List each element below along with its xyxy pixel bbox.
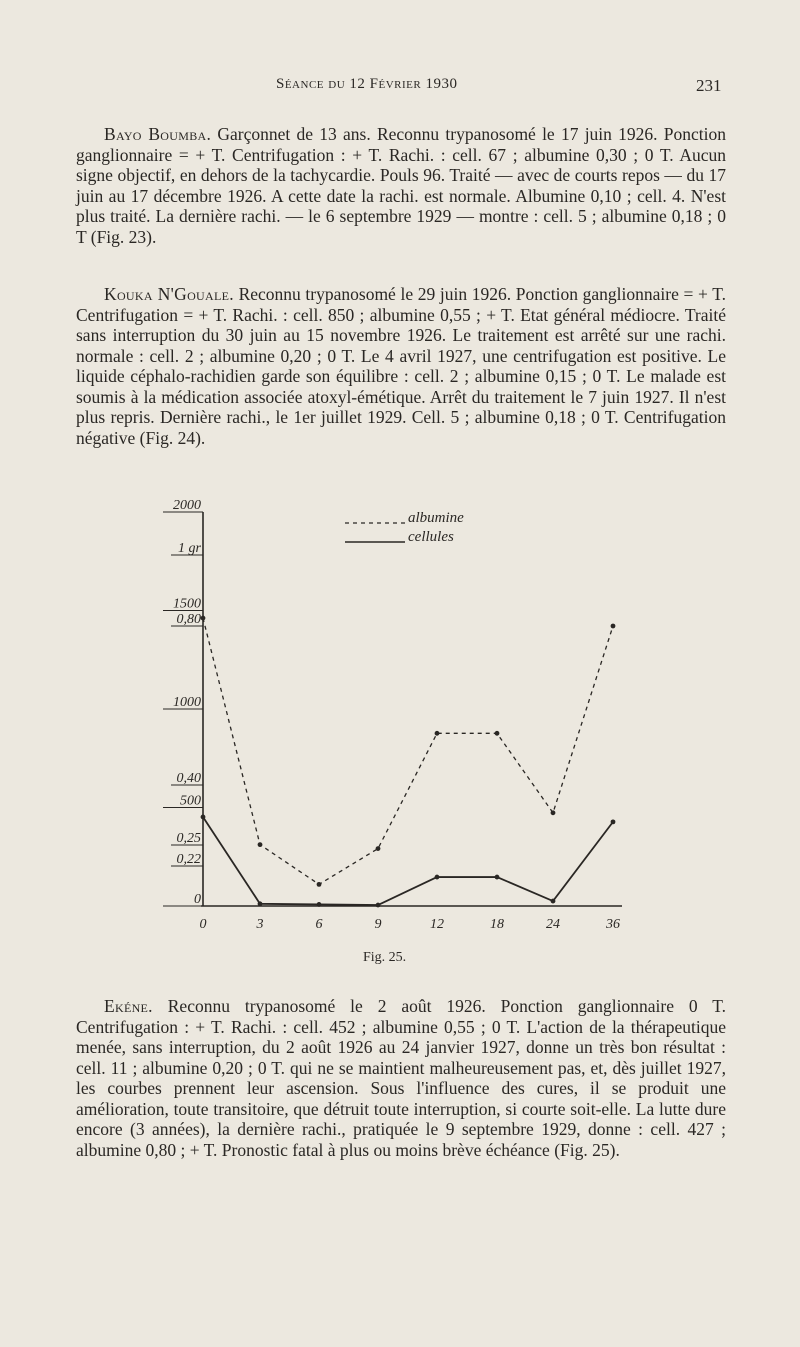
- data-point-cellules: [435, 875, 440, 880]
- page-number: 231: [696, 76, 722, 95]
- y-tick-label-albumine: 0,40: [176, 771, 201, 786]
- data-point-albumine: [495, 731, 500, 736]
- figure-caption: Fig. 25.: [363, 950, 407, 965]
- paragraph-kouka-ngouale: [76, 284, 726, 448]
- x-tick-label: 12: [430, 917, 444, 932]
- x-tick-label: 3: [256, 917, 264, 932]
- chart-axes: [201, 512, 622, 906]
- paragraph-bayo-boumba: [76, 124, 726, 247]
- data-point-cellules: [317, 902, 322, 907]
- legend-label-cellules: cellules: [408, 529, 454, 545]
- y-tick-label-albumine: 0,25: [176, 831, 201, 846]
- chart-series: [201, 616, 616, 908]
- legend-label-albumine: albumine: [408, 510, 464, 526]
- chart-ticks: [163, 498, 620, 932]
- page-header: [0, 76, 800, 102]
- y-tick-label-albumine: 1 gr: [178, 541, 201, 556]
- data-point-cellules: [551, 899, 556, 904]
- data-point-albumine: [551, 810, 556, 815]
- chart-legend: [345, 510, 464, 545]
- y-tick-label-albumine: 0,80: [176, 612, 201, 627]
- patient-name: Bayo Boumba.: [104, 124, 212, 144]
- data-point-albumine: [317, 882, 322, 887]
- y-tick-label-cells: 1000: [173, 695, 201, 710]
- y-tick-label-cells: 2000: [173, 498, 201, 513]
- data-point-albumine: [435, 731, 440, 736]
- paragraph-text: Reconnu trypanosomé le 29 juin 1926. Ponction ganglionnaire = + T. Centrifugation = + T. Rachi. : cell. 850 ; albumine 0,55 ; + T. Etat général médiocre. Traité sans interruption du 30 juin au 15 novembre 1926. Le traitement est arrêté sur une rachi. normale : cell. 2 ; albumine 0,20 ; 0 T. Le 4 avril 1927, une centrifugation est positive. Le liquide céphalo-rachidien garde son équilibre : cell. 2 ; albumine 0,15 ; 0 T. Le malade est soumis à la médication associée atoxyl-émétique. Arrêt du traitement le 7 juin 1927. Il n'est plus repris. Dernière rachi., le 1er juillet 1929. Cell. 5 ; albumine 0,18 ; 0 T. Centrifugation négative (Fig. 24).: [76, 284, 727, 448]
- patient-name: Ekéne.: [104, 996, 153, 1016]
- paragraph-ekene: [76, 996, 726, 1160]
- figure-25-chart: [140, 495, 640, 975]
- y-tick-label-cells: 0: [194, 892, 201, 907]
- series-line-albumine: [203, 618, 613, 884]
- data-point-albumine: [376, 846, 381, 851]
- x-tick-label: 36: [606, 917, 620, 932]
- data-point-albumine: [201, 616, 206, 621]
- data-point-albumine: [611, 624, 616, 629]
- y-tick-label-albumine: 0,22: [176, 852, 201, 867]
- running-head: Séance du 12 Février 1930: [276, 76, 458, 92]
- patient-name: Kouka N'Gouale.: [104, 284, 234, 304]
- data-point-cellules: [495, 875, 500, 880]
- x-tick-label: 9: [374, 917, 382, 932]
- data-point-albumine: [258, 842, 263, 847]
- x-tick-label: 24: [546, 917, 560, 932]
- x-tick-label: 6: [315, 917, 323, 932]
- data-point-cellules: [201, 815, 206, 820]
- data-point-cellules: [376, 903, 381, 908]
- y-tick-label-cells: 500: [180, 793, 201, 809]
- series-cellules: [201, 815, 616, 908]
- series-line-cellules: [203, 817, 613, 905]
- data-point-cellules: [258, 901, 263, 906]
- y-tick-label-cells: 1500: [173, 596, 201, 612]
- series-albumine: [201, 616, 616, 887]
- paragraph-text: Reconnu trypanosomé le 2 août 1926. Ponction ganglionnaire 0 T. Centrifugation : + T. Rachi. : cell. 452 ; albumine 0,55 ; 0 T. L'action de la thérapeutique menée, sans interruption, du 2 août 1926 au 24 janvier 1927, donne un très bon résultat : cell. 11 ; albumine 0,20 ; 0 T. qui ne se maintient malheureusement pas, et, dès juillet 1927, les courbes prennent leur ascension. Sous l'influence des cures, il se produit une amélioration, toute transitoire, que détruit toute interruption, si courte soit-elle. La lutte dure encore (3 années), la dernière rachi., pratiquée le 9 septembre 1929, donne : cell. 427 ; albumine 0,80 ; + T. Pronostic fatal à plus ou moins brève échéance (Fig. 25).: [76, 996, 726, 1160]
- data-point-cellules: [611, 819, 616, 824]
- x-tick-label: 0: [199, 917, 207, 932]
- x-tick-label: 18: [490, 917, 504, 932]
- paragraph-text: Garçonnet de 13 ans. Reconnu trypanosomé le 17 juin 1926. Ponction ganglionnaire = + T. Centrifugation : + T. Rachi. : cell. 67 ; albumine 0,30 ; 0 T. Aucun signe objectif, en dehors de la tachycardie. Pouls 96. Traité — avec de courts repos — du 17 juin au 17 décembre 1926. A cette date la rachi. est normale. Albumine 0,10 ; cell. 4. N'est plus traité. La dernière rachi. — le 6 septembre 1929 — montre : cell. 5 ; albumine 0,18 ; 0 T (Fig. 23).: [76, 124, 727, 247]
